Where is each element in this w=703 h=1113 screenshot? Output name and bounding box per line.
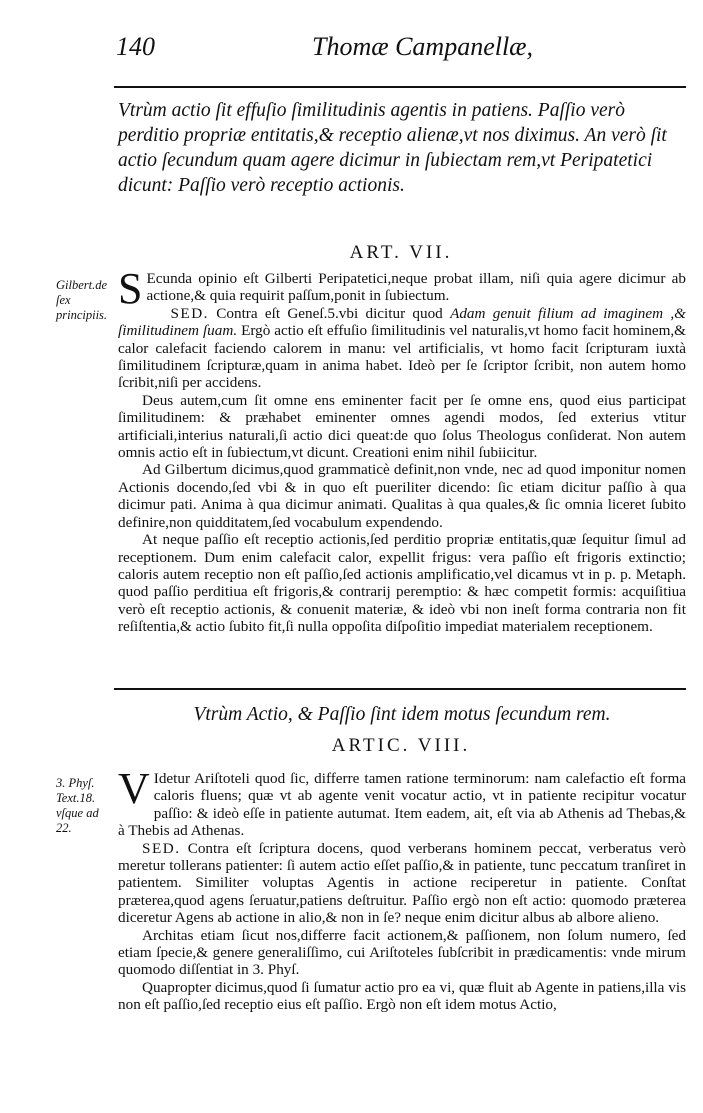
- article-7-paragraph-2b: Ergò actio eſt effuſio ſimilitudinis vel naturalis,vt homo facit hominem,& calor calefacit faciendo calorem in manu: vel artificialis, vt homo facit ſcripturam iuxtà ſimilitudinem ſcripturæ,quam in anima habet. Ideò per ſe ſcriptor ſcribit, non autem homo ſcribit,niſi per accidens.: [118, 322, 686, 392]
- article-7-paragraph-4: Ad Gilbertum dicimus,quod grammaticè definit,non vnde, nec ad quod imponitur nomen Actionis docendo,ſed vbi & in quo eſt pueriliter dicendo: ſic etiam dicitur paſſio à qua dicimur pati. Anima à qua dicimur animati. Qualitas à qua quales,& ſic omnia liceret ſubito definire,non quidditatem,ſed vocabulum expendendo.: [118, 461, 686, 531]
- sed-label: SED.: [170, 304, 209, 322]
- sed-label: SED.: [142, 839, 181, 857]
- article-7-margin-note: Gilbert.de ſex principiis.: [56, 278, 108, 322]
- article-7-paragraph-3: Deus autem,cum ſit omne ens eminenter facit per ſe omne ens, quod eius participat ſimilitudinem: & præhabet eminenter omnes agendi modos, ſed exterius vtitur artificiali,interius naturali,ſi actio dici queat:de quo ſolus Theologus conſiderat. Non autem omnis actio eſt in ſubiectum,vt dicunt. Creationi enim nihil ſubiicitur.: [118, 391, 686, 462]
- article-8-body: [118, 764, 686, 1014]
- article-7-body: [118, 264, 686, 636]
- article-8-paragraph-1: Idetur Ariſtoteli quod ſic, differre tamen ratione terminorum: nam calefactio eſt forma caloris fluens; quæ vt ab agente venit vocatur actio, vt in patiente recipitur vocatur paſſio: & ideò eſſe in patiente autumat. Item eadem, ait, eſt via ab Athenis ad Thebas,& à Thebis ad Athenas.: [118, 770, 686, 840]
- genesis-quote: Adam genuit filium ad imaginem ,& ſimilitudinem ſuam.: [118, 304, 686, 340]
- article-8-paragraph-4: Quapropter dicimus,quod ſi ſumatur actio pro ea vi, quæ fluit ab Agente in patiens,illa vis non eſt paſſio,ſed receptio eius eſt paſſio. Ergò non eſt idem motus Actio,: [118, 978, 686, 1014]
- page-number: 140: [116, 32, 155, 61]
- article-7-heading: ART. VII.: [349, 242, 453, 263]
- running-title: Thomæ Campanellæ,: [312, 32, 534, 61]
- drop-cap: V: [118, 764, 150, 813]
- article-8-question: Vtrùm Actio, & Paſſio ſint idem motus ſecundum rem.: [193, 704, 611, 725]
- article-7-paragraph-1: Ecunda opinio eſt Gilberti Peripatetici,neque probat illam, niſi quia agere dicimur ab actione,& quia requirit paſſum,ponit in ſubiectum.: [146, 270, 686, 305]
- article-8-margin-note: 3. Phyſ. Text.18. vſque ad 22.: [56, 776, 99, 835]
- article-7-paragraph-5: At neque paſſio eſt receptio actionis,ſed perditio propriæ entitatis,quæ ſequitur ſimul ad receptionem. Dum enim calefacit calor, expellit frigus: vera paſſio eſt frigoris extinctio; caloris autem receptio non eſt paſſio,ſed actionis amplificatio,vel dicamus vt in p. p. Metaph. quod paſſio perditiua eſt frigoris,& contrarij peremptio: & hæc competit formis: acquiſitiua verò eſt receptio actionis, & conuenit materiæ, & ideò vbi non ineſt forma contraria non fit reſiſtentia,& actio ſubito fit,ſi nulla oppoſita diſpoſitio impediat materialem receptionem.: [118, 531, 686, 636]
- section-rule: [114, 688, 686, 690]
- article-7-paragraph-2a: Contra eſt Geneſ.5.vbi dicitur quod: [208, 304, 451, 322]
- article-7-question: Vtrùm actio ſit effuſio ſimilitudinis agentis in patiens. Paſſio verò perditio propriæ entitatis,& receptio alienæ,vt nos diximus. An verò ſit actio ſecundum quam agere dicimur in ſubiectam rem,vt Peripatetici dicunt: Paſſio verò receptio actionis.: [118, 100, 667, 196]
- article-8-heading: ARTIC. VIII.: [331, 735, 471, 756]
- header-rule: [114, 86, 686, 88]
- drop-cap: S: [118, 264, 143, 313]
- article-8-paragraph-2: Contra eſt ſcriptura docens, quod verberans hominem peccat, verberatus verò meretur tollerans patienter: ſi autem actio eſſet paſſio,& in patiente, tunc peccatum tranſiret in patientem. Similiter voluptas Agentis in actione reciperetur in patiente. Conſtat præterea,quod agens ſeruatur,patiens deſtruitur. Paſſio ergò non eſt actio: quomodo præterea diceretur Agens ab actione in alio,& non in ſe? neque enim dicitur albus ab albore alieno.: [118, 839, 686, 927]
- article-8-paragraph-3: Architas etiam ſicut nos,differre facit actionem,& paſſionem, non ſolum numero, ſed etiam ſpecie,& genere generaliſſimo, cui Ariſtoteles ſubſcribit in prædicamentis: vnde mirum quomodo diſſentiat in 3. Phyſ.: [118, 926, 686, 979]
